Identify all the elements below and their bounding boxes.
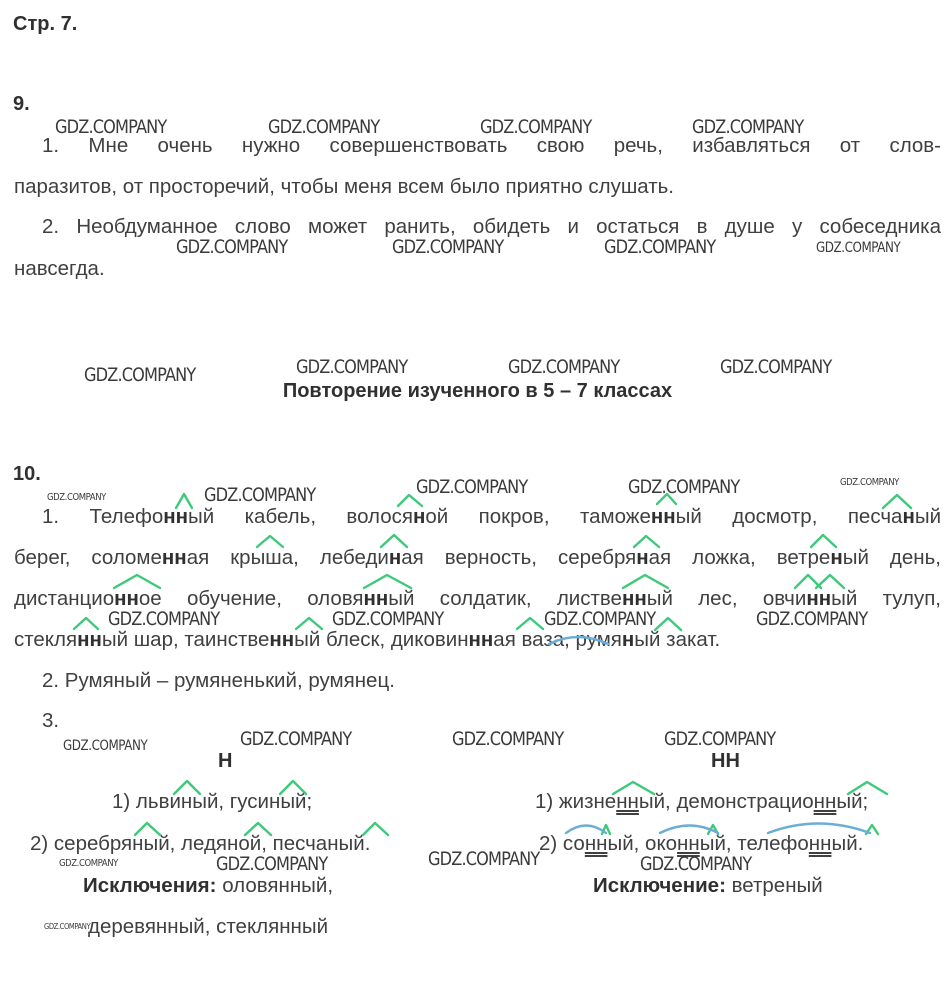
task-9-line-4: навсегда.: [14, 257, 105, 280]
watermark: GDZ.COMPANY: [44, 922, 91, 931]
watermark: GDZ.COMPANY: [480, 116, 592, 138]
watermark: GDZ.COMPANY: [416, 476, 528, 498]
watermark: GDZ.COMPANY: [63, 738, 148, 754]
watermark: GDZ.COMPANY: [452, 728, 564, 750]
watermark: GDZ.COMPANY: [84, 364, 196, 386]
task-10-number: 10.: [13, 463, 41, 485]
column-n-row-2: 2) серебряный, ледяной, песчаный.: [30, 832, 371, 855]
column-n-row-1: 1) львиный, гусиный;: [112, 790, 313, 813]
column-n-heading: Н: [218, 750, 233, 772]
task-10-line-4: стеклянный шар, таинственный блеск, диковиннная ваза, румяный закат.: [14, 628, 721, 651]
watermark: GDZ.COMPANY: [692, 116, 804, 138]
column-nn-exception: Исключение: ветреный: [593, 874, 823, 897]
section-title: Повторение изученного в 5 – 7 классах: [282, 380, 673, 402]
watermark: GDZ.COMPANY: [108, 608, 220, 630]
task-10-part-3: 3.: [42, 709, 60, 732]
watermark: GDZ.COMPANY: [216, 853, 328, 875]
watermark: GDZ.COMPANY: [664, 728, 776, 750]
watermark: GDZ.COMPANY: [840, 477, 899, 488]
column-nn-row-2: 2) сонный, оконный, телефонный.: [539, 832, 864, 855]
column-nn-heading: НН: [711, 750, 740, 772]
watermark: GDZ.COMPANY: [508, 356, 620, 378]
watermark: GDZ.COMPANY: [428, 848, 540, 870]
watermark: GDZ.COMPANY: [240, 728, 352, 750]
watermark: GDZ.COMPANY: [392, 236, 504, 258]
task-9-line-1: 1. Мне очень нужно совершенствовать свою речь, избавляться от слов-: [42, 134, 941, 157]
watermark: GDZ.COMPANY: [268, 116, 380, 138]
watermark: GDZ.COMPANY: [544, 608, 656, 630]
watermark: GDZ.COMPANY: [55, 116, 167, 138]
task-9-number: 9.: [13, 93, 30, 115]
watermark: GDZ.COMPANY: [332, 608, 444, 630]
watermark: GDZ.COMPANY: [640, 853, 752, 875]
task-10-part-2: 2. Румяный – румяненький, румянец.: [42, 669, 395, 692]
task-9-line-2: паразитов, от просторечий, чтобы меня всем было приятно слушать.: [14, 175, 674, 198]
watermark: GDZ.COMPANY: [47, 492, 106, 503]
watermark: GDZ.COMPANY: [204, 484, 316, 506]
task-10-line-3: дистанционное обучение, оловянный солдатик, лиственный лес, овчинный тулуп,: [14, 587, 942, 610]
column-nn-row-1: 1) жизненный, демонстрационный;: [535, 790, 869, 813]
watermark: GDZ.COMPANY: [176, 236, 288, 258]
task-10-line-1: 1. Телефонный кабель, волосяной покров, таможенный досмотр, песчаный: [42, 505, 942, 528]
suffix-mark: [866, 825, 878, 834]
watermark: GDZ.COMPANY: [720, 356, 832, 378]
watermark: GDZ.COMPANY: [628, 476, 740, 498]
task-10-line-2: берег, соломенная крыша, лебединая верность, серебряная ложка, ветреный день,: [14, 546, 941, 569]
watermark: GDZ.COMPANY: [816, 240, 901, 256]
watermark: GDZ.COMPANY: [296, 356, 408, 378]
watermark: GDZ.COMPANY: [59, 858, 118, 869]
watermark: GDZ.COMPANY: [756, 608, 868, 630]
column-n-exceptions: Исключения: оловянный,: [83, 874, 334, 897]
task-9-line-3: 2. Необдуманное слово может ранить, обидеть и остаться в душе у собеседника: [42, 215, 941, 238]
watermark: GDZ.COMPANY: [604, 236, 716, 258]
column-n-exceptions-cont: деревянный, стеклянный: [88, 915, 329, 938]
page-number: Стр. 7.: [13, 13, 78, 35]
